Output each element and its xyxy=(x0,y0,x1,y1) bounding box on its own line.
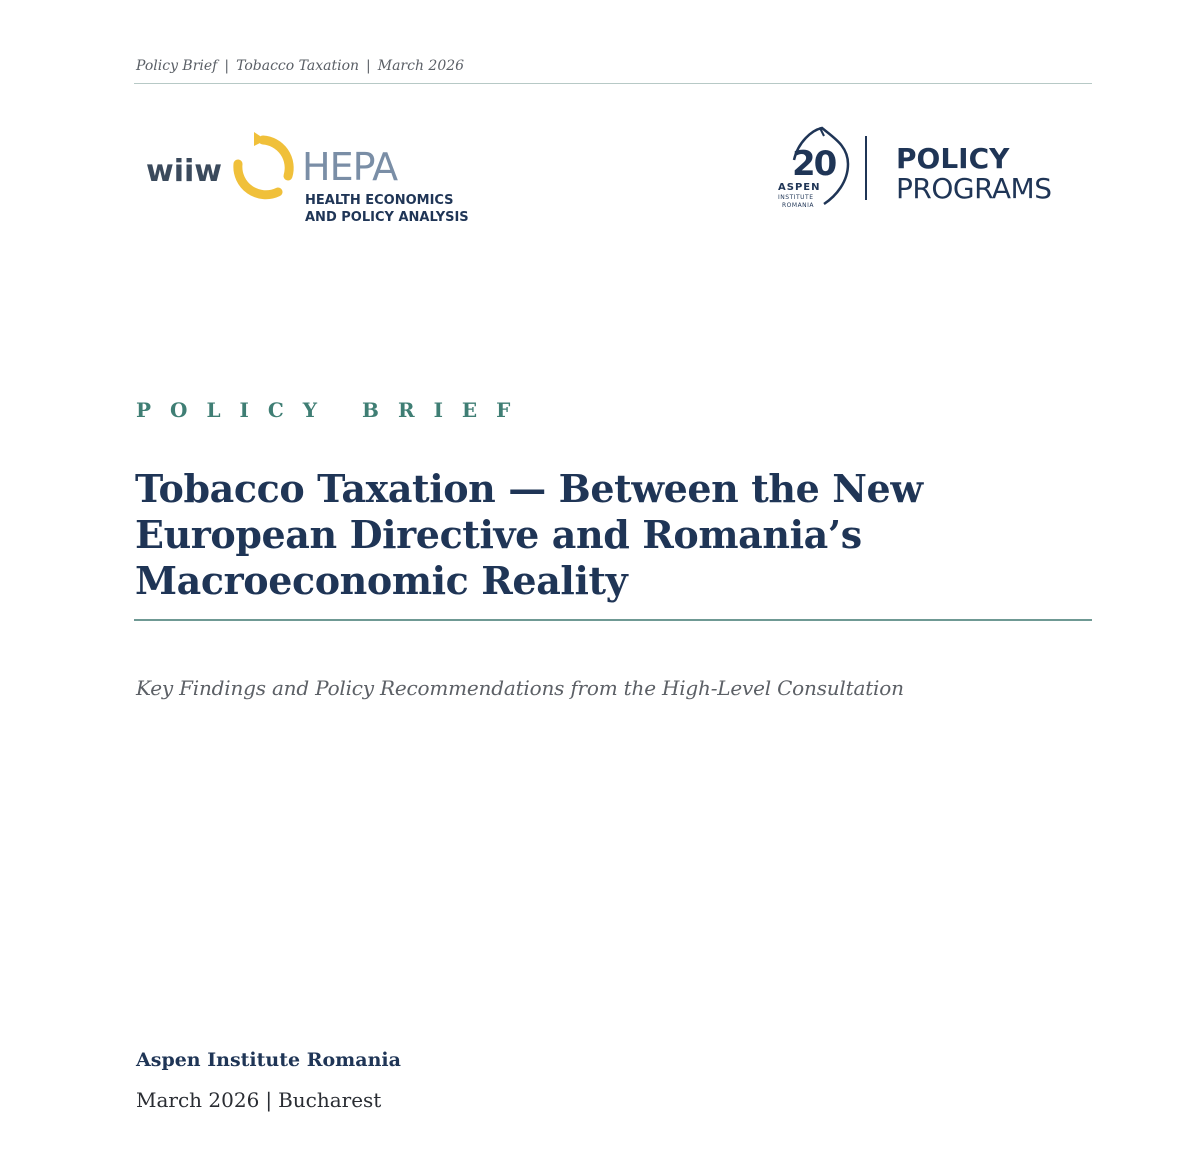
publisher: Aspen Institute Romania xyxy=(136,1049,401,1071)
aspen-policy-programs-logo xyxy=(776,124,1086,216)
subtitle: Key Findings and Policy Recommendations from the High-Level Consultation xyxy=(136,676,904,700)
title-rule xyxy=(134,619,1092,621)
hepa-acronym: HEPA xyxy=(302,145,398,189)
dateline xyxy=(136,1088,381,1112)
publication-date: March 2026 xyxy=(136,1088,260,1112)
running-header-doc-type: Policy Brief xyxy=(136,58,218,74)
aspen-line-2: ROMANIA xyxy=(782,202,815,209)
dateline-separator: | xyxy=(265,1088,273,1112)
aspen-badge-number: 20 xyxy=(792,144,836,184)
running-header-separator: | xyxy=(366,58,371,74)
policy-programs-line-2: PROGRAMS xyxy=(896,172,1052,205)
wiiw-ring-icon xyxy=(238,132,289,195)
wiiw-hepa-logo-graphic xyxy=(146,128,469,228)
aspen-line-1: INSTITUTE xyxy=(778,194,814,201)
page-title: Tobacco Taxation — Between the New European Directive and Romania’s Macroeconomic Reality xyxy=(135,466,923,603)
publication-place: Bucharest xyxy=(278,1088,382,1112)
running-header xyxy=(136,58,464,74)
header-rule xyxy=(134,83,1092,84)
kicker: POLICY BRIEF xyxy=(136,398,530,422)
policy-programs-line-1: POLICY xyxy=(896,142,1010,175)
hepa-line-2: AND POLICY ANALYSIS xyxy=(305,210,469,225)
wiiw-wordmark: wiiw xyxy=(146,154,222,189)
wiiw-hepa-logo xyxy=(146,128,469,228)
aspen-policy-programs-logo-graphic xyxy=(776,124,1086,216)
aspen-name: ASPEN xyxy=(778,182,821,193)
running-header-date: March 2026 xyxy=(377,58,465,74)
hepa-line-1: HEALTH ECONOMICS xyxy=(305,193,454,208)
running-header-topic: Tobacco Taxation xyxy=(236,58,360,74)
logo-divider xyxy=(865,136,867,200)
running-header-separator: | xyxy=(224,58,230,74)
